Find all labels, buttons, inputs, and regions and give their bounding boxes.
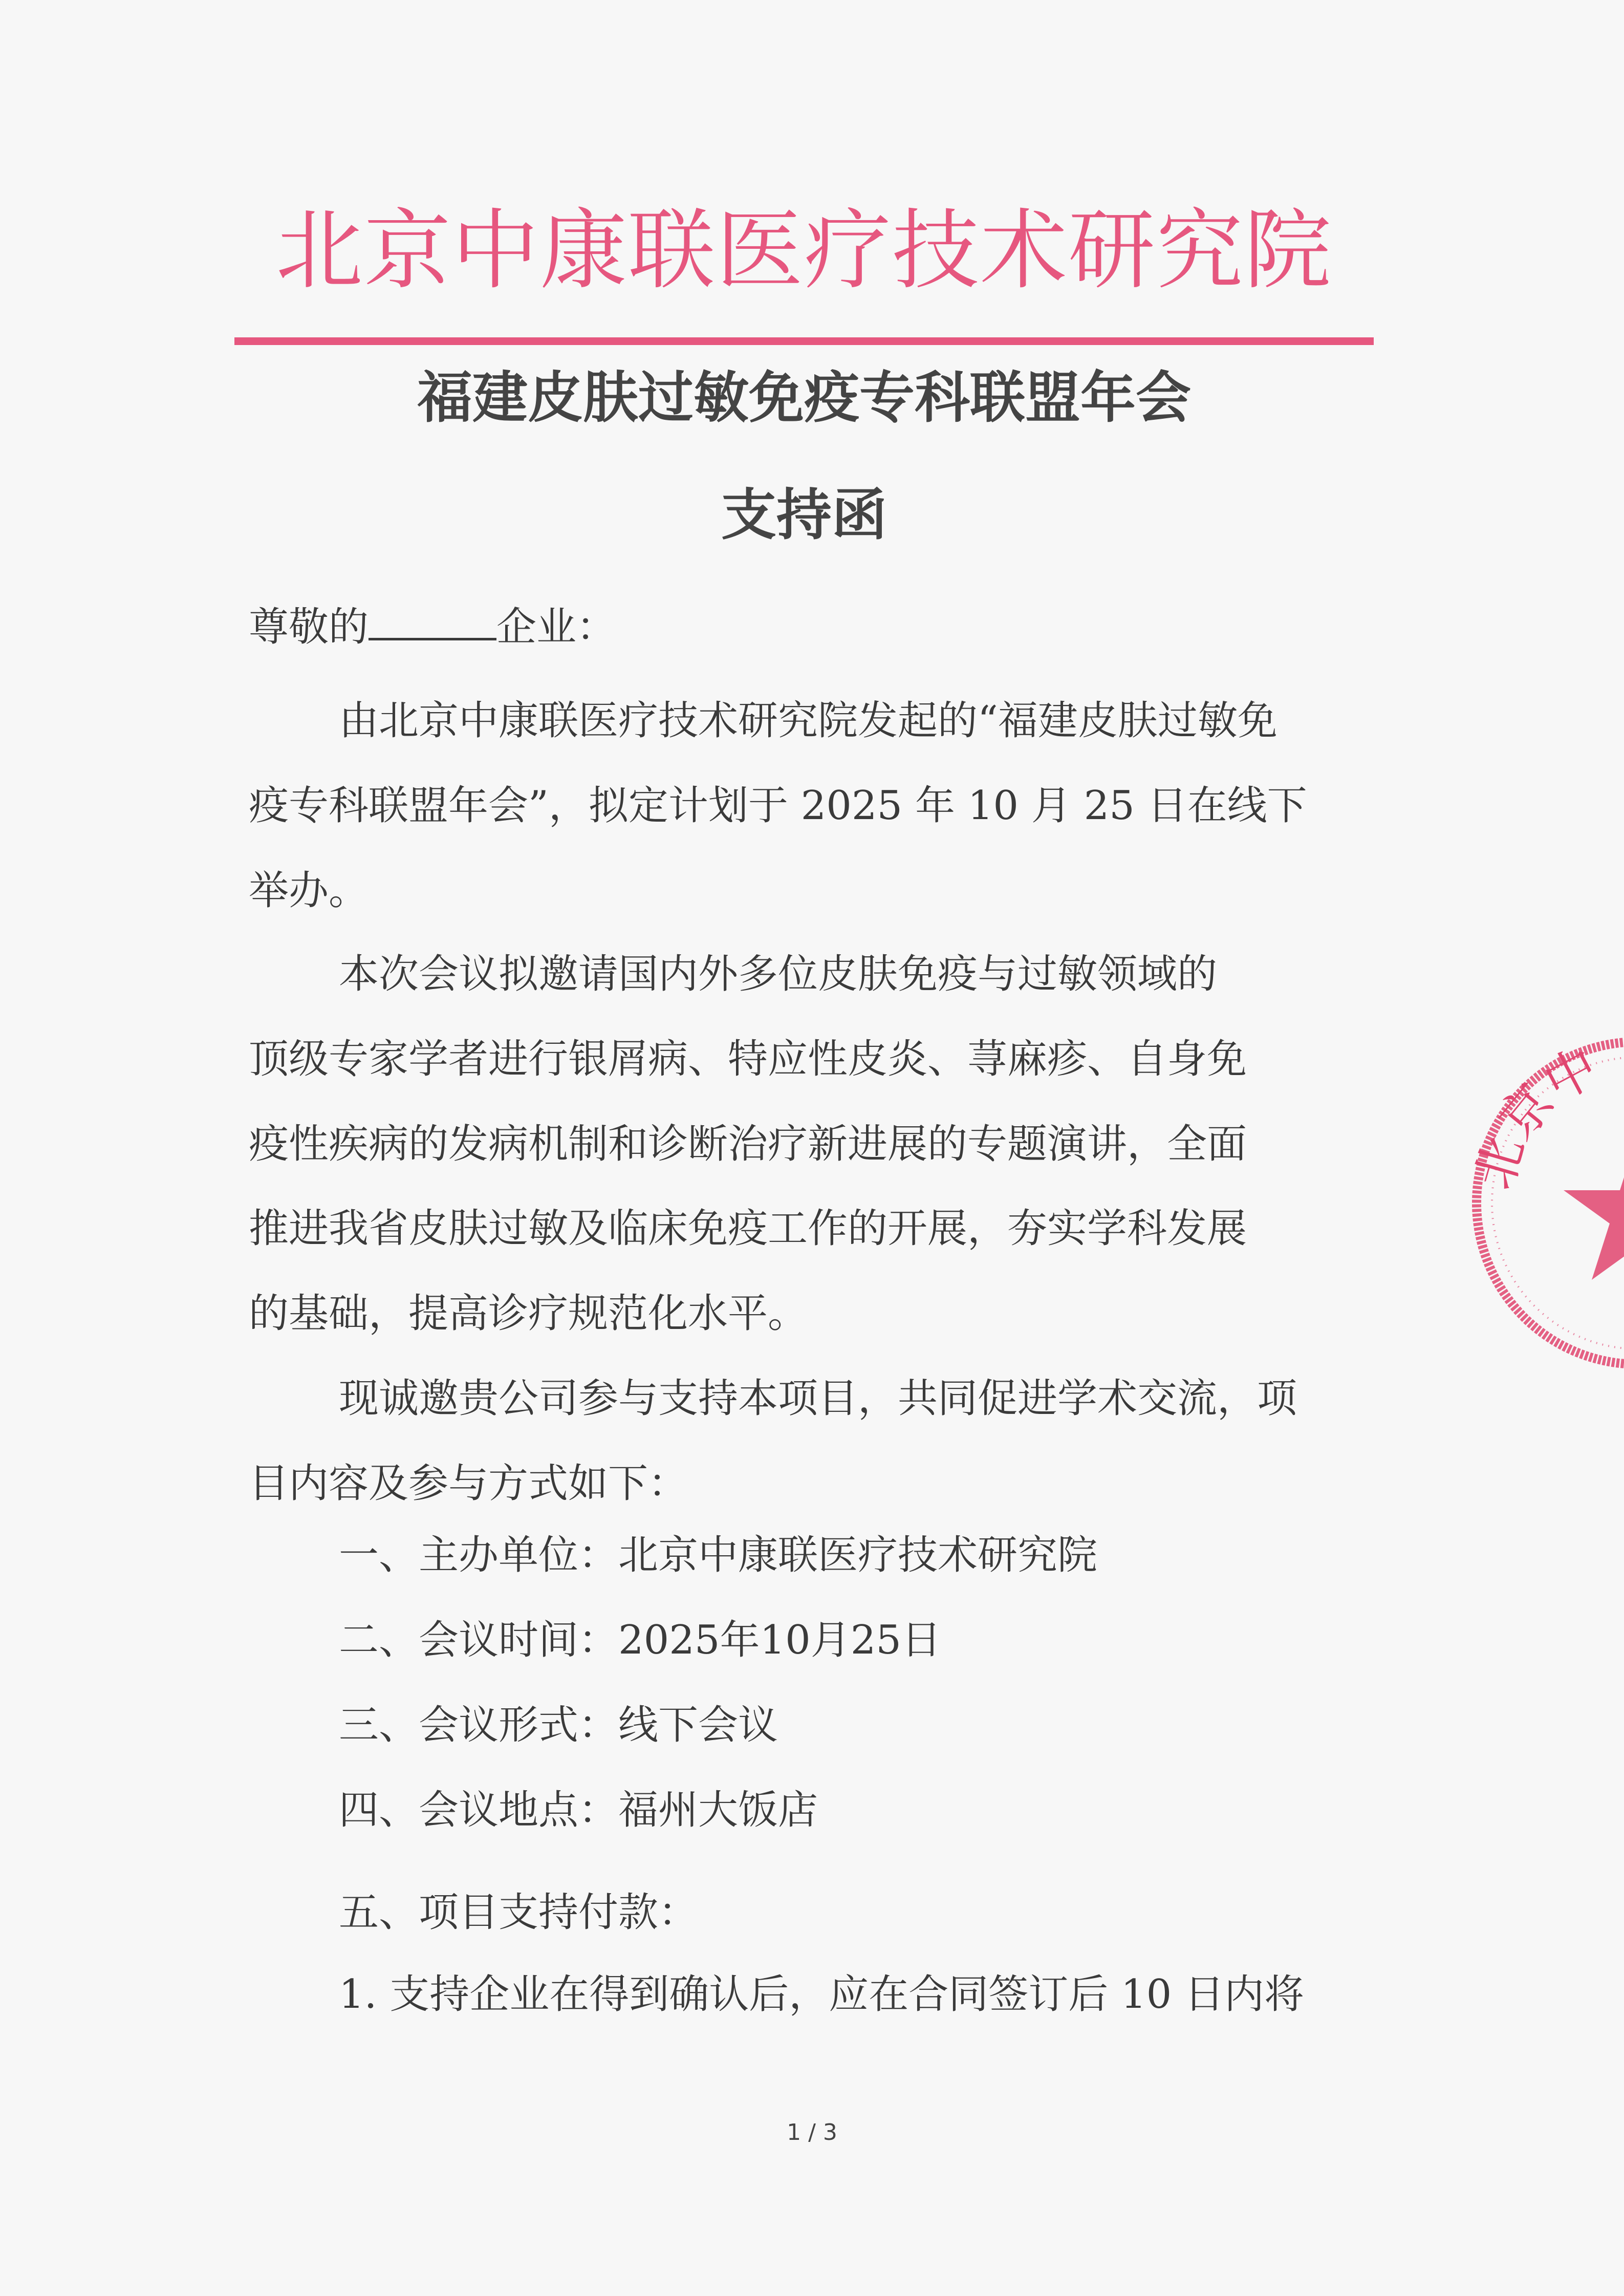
- body-line: 的基础，提高诊疗规范化水平。: [249, 1291, 808, 1337]
- body-line: 举办。: [249, 868, 369, 914]
- body-line: 顶级专家学者进行银屑病、特应性皮炎、荨麻疹、自身免: [249, 1036, 1247, 1082]
- page-number: 1 / 3: [787, 2119, 837, 2145]
- organization-letterhead: 北京中康联医疗技术研究院: [275, 200, 1332, 302]
- official-seal-stamp: [1454, 1024, 1624, 1382]
- event-title: 福建皮肤过敏免疫专科联盟年会: [417, 366, 1191, 430]
- body-line: 本次会议拟邀请国内外多位皮肤免疫与过敏领域的: [339, 951, 1218, 997]
- list-item-venue: 四、会议地点：福州大饭店: [339, 1787, 818, 1833]
- body-line: 推进我省皮肤过敏及临床免疫工作的开展，夯实学科发展: [249, 1206, 1247, 1252]
- seal-lettering-path: 北京中: [1463, 1036, 1608, 1196]
- salutation-prefix: 尊敬的: [249, 604, 369, 650]
- body-line: 疫专科联盟年会”，拟定计划于 2025 年 10 月 25 日在线下: [249, 783, 1307, 829]
- company-name-blank: [369, 602, 496, 640]
- list-item-organizer: 一、主办单位：北京中康联医疗技术研究院: [339, 1532, 1098, 1578]
- body-line: 疫性疾病的发病机制和诊断治疗新进展的专题演讲，全面: [249, 1121, 1247, 1167]
- seal-icon: [1454, 1024, 1624, 1382]
- salutation-suffix: 企业：: [496, 604, 617, 650]
- letterhead-divider: [234, 337, 1374, 345]
- list-item-date: 二、会议时间：2025年10月25日: [339, 1617, 942, 1663]
- seal-lettering: [1464, 1036, 1608, 1196]
- body-line: 现诚邀贵公司参与支持本项目，共同促进学术交流，项: [339, 1376, 1297, 1422]
- payment-clause: 1. 支持企业在得到确认后，应在合同签订后 10 日内将: [339, 1971, 1305, 2018]
- body-line: 目内容及参与方式如下：: [249, 1461, 688, 1507]
- list-item-payment: 五、项目支持付款：: [339, 1890, 699, 1936]
- body-line: 由北京中康联医疗技术研究院发起的“福建皮肤过敏免: [339, 698, 1277, 744]
- list-item-format: 三、会议形式：线下会议: [339, 1702, 778, 1748]
- salutation: [249, 596, 616, 658]
- document-type-title: 支持函: [721, 483, 887, 547]
